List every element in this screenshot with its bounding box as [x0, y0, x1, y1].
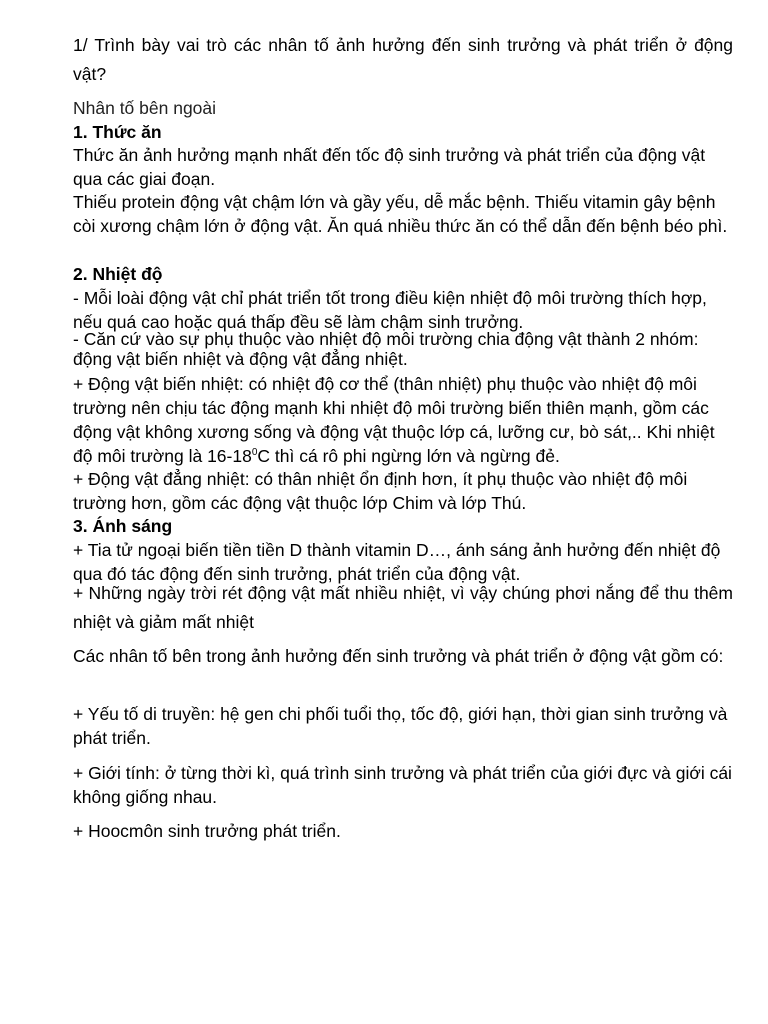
temperature-paragraph-3-end: C thì cá rô phi ngừng lớn và ngừng đẻ.	[257, 446, 560, 466]
question-title: 1/ Trình bày vai trò các nhân tố ảnh hưởng đến sinh trưởng và phát triển ở động vật?	[73, 35, 733, 84]
internal-paragraph-sex: + Giới tính: ở từng thời kì, quá trình sinh trưởng và phát triển của giới đực và giới cái không giống nhau.	[73, 763, 732, 807]
temperature-paragraph-2: - Căn cứ vào sự phụ thuộc vào nhiệt độ môi trường chia động vật thành 2 nhóm: động vật biến nhiệt và động vật đẳng nhiệt.	[73, 329, 699, 369]
light-heading: 3. Ánh sáng	[73, 516, 173, 536]
degree-superscript: 0	[251, 447, 258, 459]
temperature-paragraph-3	[73, 372, 733, 468]
light-paragraph-2: + Những ngày trời rét động vật mất nhiều nhiệt, vì vậy chúng phơi nắng để thu thêm nhiệt và giảm mất nhiệt	[73, 583, 733, 632]
light-paragraph-1: + Tia tử ngoại biến tiền tiền D thành vitamin D…, ánh sáng ảnh hưởng đến nhiệt độ qua đó tác động đến sinh trưởng, phát triển của động vật.	[73, 540, 721, 584]
food-heading: 1. Thức ăn	[73, 122, 162, 142]
internal-factors-intro: Các nhân tố bên trong ảnh hưởng đến sinh trưởng và phát triển ở động vật gồm có:	[73, 646, 724, 666]
temperature-paragraph-1: - Mỗi loài động vật chỉ phát triển tốt trong điều kiện nhiệt độ môi trường thích hợp, nếu quá cao hoặc quá thấp đều sẽ làm chậm sinh trưởng.	[73, 288, 707, 332]
food-paragraph-1: Thức ăn ảnh hưởng mạnh nhất đến tốc độ sinh trưởng và phát triển của động vật qua các giai đoạn.	[73, 145, 706, 189]
external-factors-heading: Nhân tố bên ngoài	[73, 98, 217, 118]
temperature-paragraph-3-text: + Động vật biến nhiệt: có nhiệt độ cơ thể (thân nhiệt) phụ thuộc vào nhiệt độ môi trường nên chịu tác động mạnh khi nhiệt độ môi trường biến thiên mạnh, gồm các động vật không xương sống và động vật thuộc lớp cá, lưỡng cư, bò sát,.. Khi nhiệt độ môi trường là 16-18	[73, 374, 715, 466]
food-paragraph-2: Thiếu protein động vật chậm lớn và gầy yếu, dễ mắc bệnh. Thiếu vitamin gây bệnh còi xương chậm lớn ở động vật. Ăn quá nhiều thức ăn có thể dẫn đến bệnh béo phì.	[73, 192, 728, 236]
internal-paragraph-genetics: + Yếu tố di truyền: hệ gen chi phối tuổi thọ, tốc độ, giới hạn, thời gian sinh trưởng và phát triển.	[73, 704, 728, 748]
temperature-paragraph-4: + Động vật đẳng nhiệt: có thân nhiệt ổn định hơn, ít phụ thuộc vào nhiệt độ môi trường hơn, gồm các động vật thuộc lớp Chim và lớp Thú.	[73, 469, 688, 513]
internal-paragraph-hormone: + Hoocmôn sinh trưởng phát triển.	[73, 821, 341, 841]
temperature-heading: 2. Nhiệt độ	[73, 264, 163, 284]
